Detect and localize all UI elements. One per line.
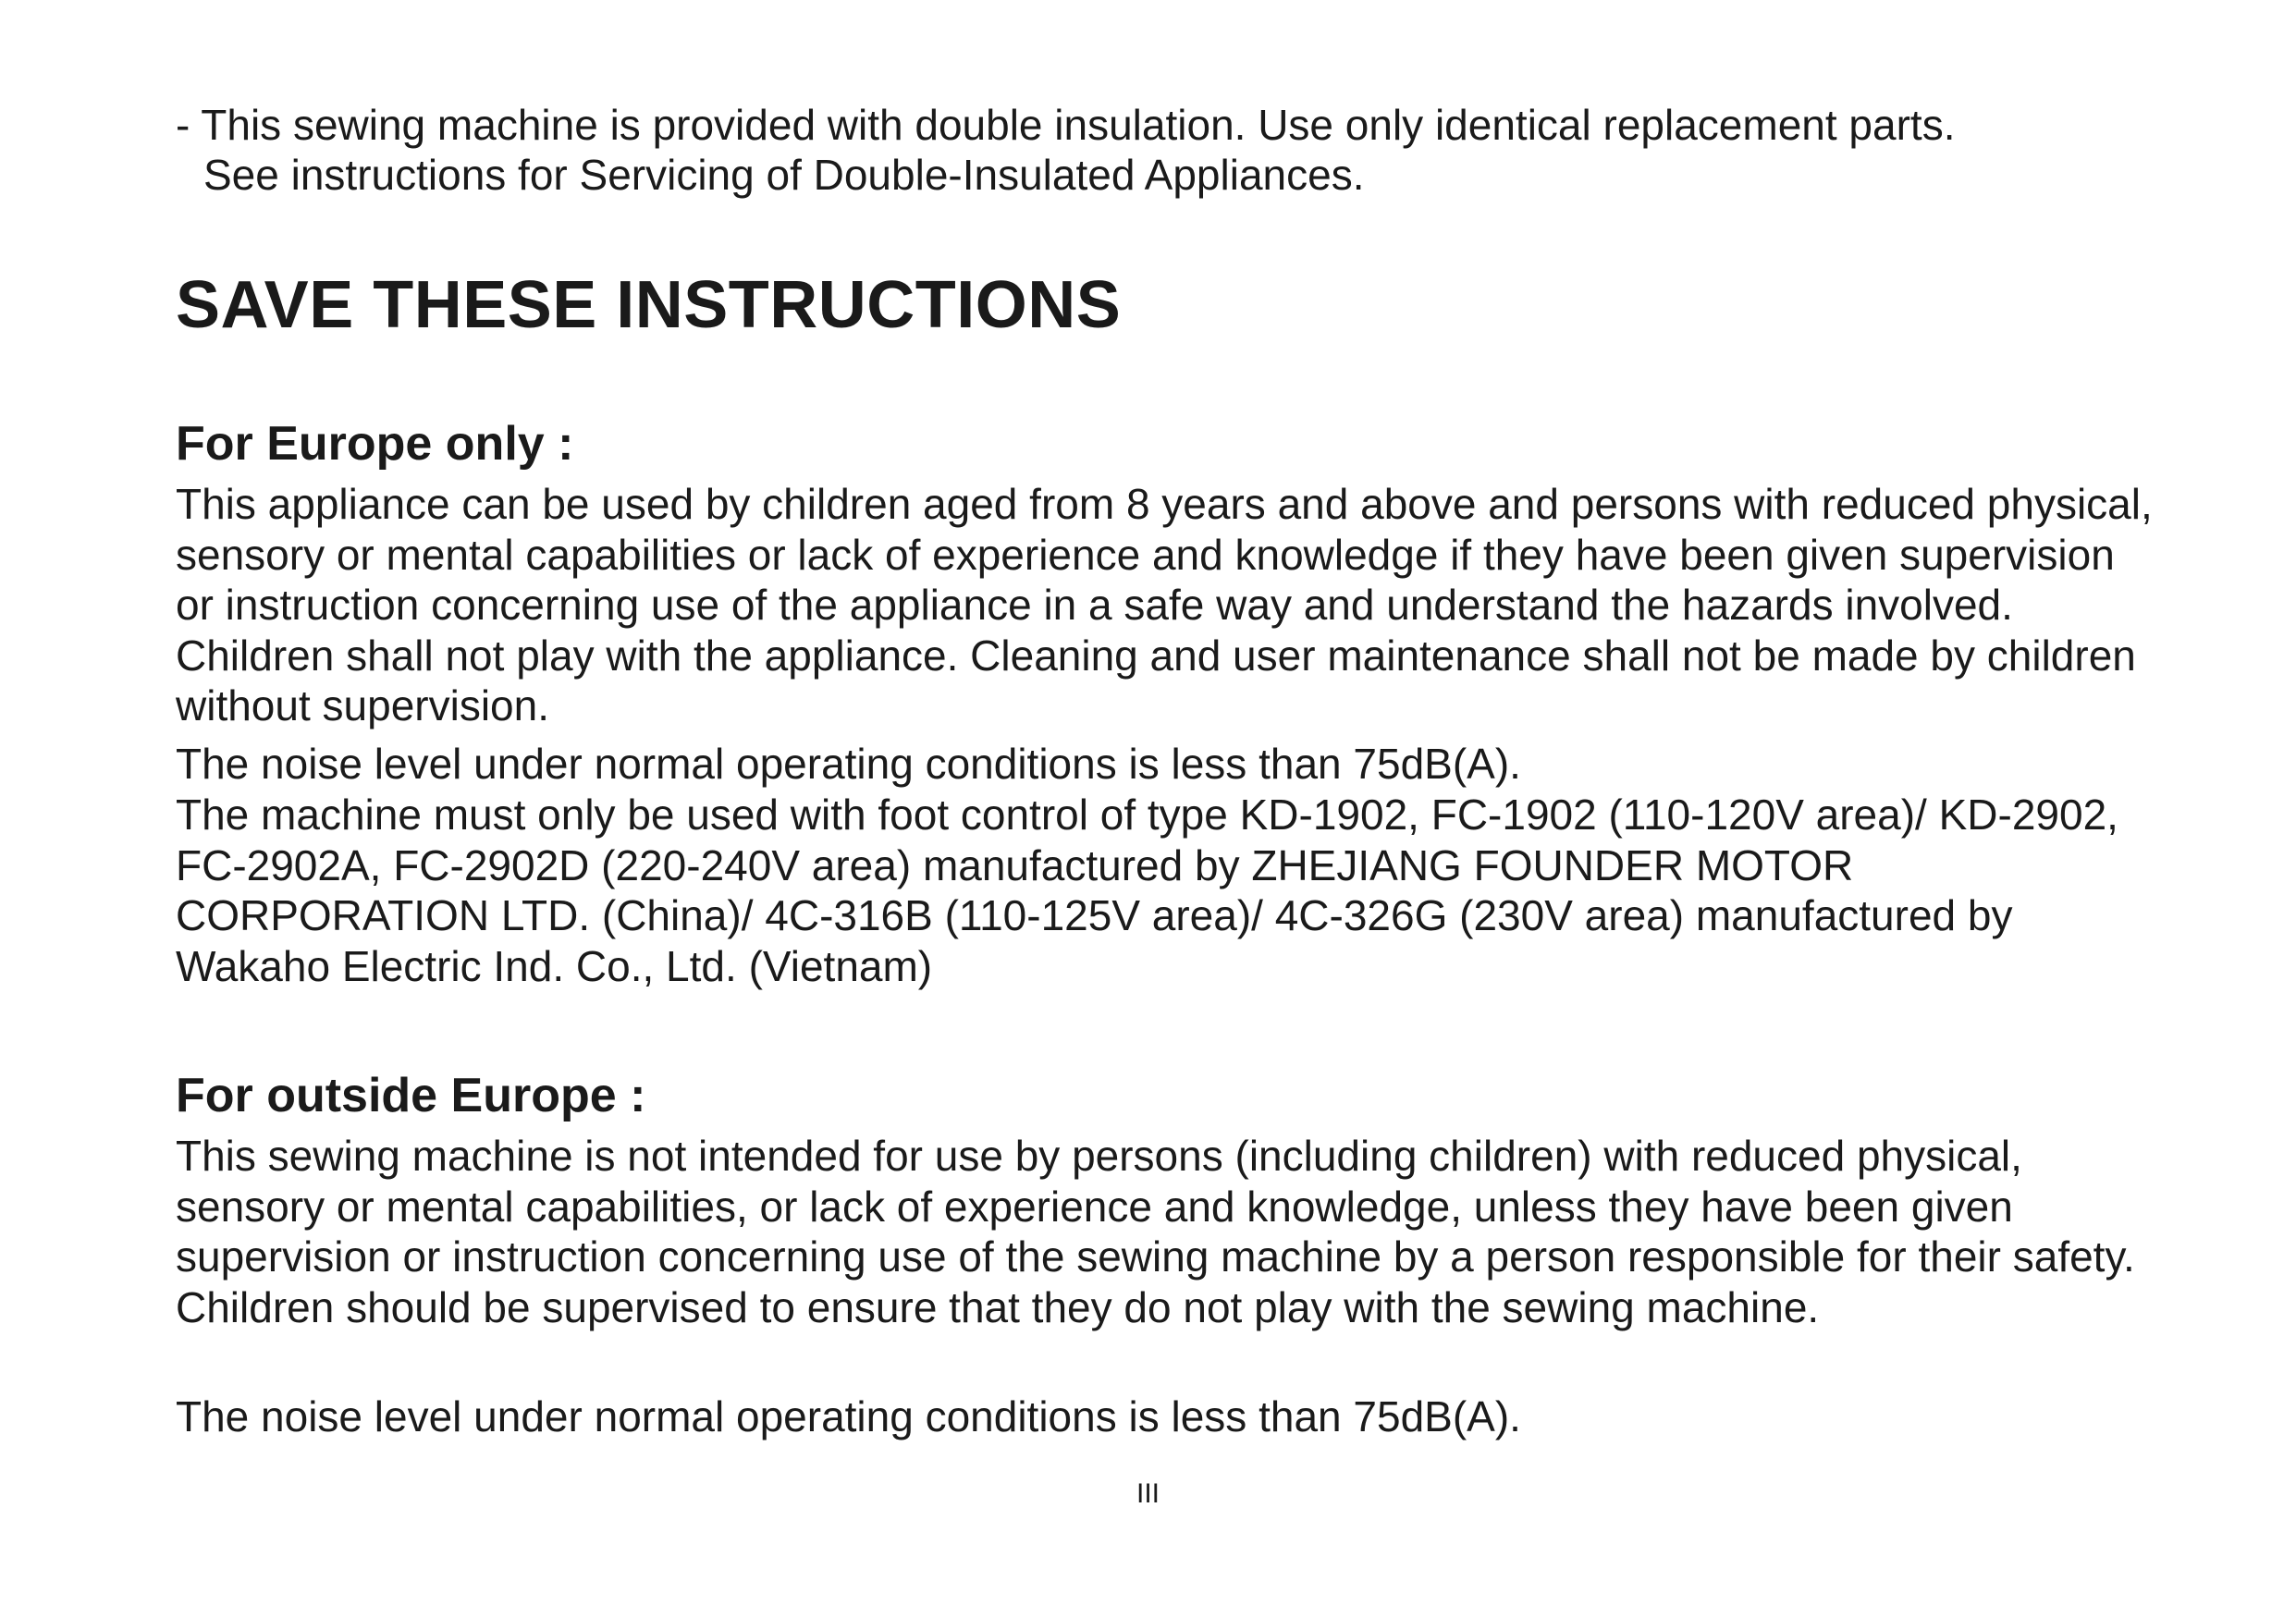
outside-europe-heading: For outside Europe : bbox=[176, 1069, 646, 1122]
europe-heading: For Europe only : bbox=[176, 417, 574, 471]
europe-children-paragraph: This appliance can be used by children aged from 8 years and above and persons with reduced physical, sensory or mental capabilities or lack of experience and knowledge if they have been given supervision or instruction concerning use of the appliance in a safe way and understand the hazards involved. Children shall not play with the appliance. Cleaning and user maintenance shall not be made by children without supervision. bbox=[176, 480, 2153, 729]
servicing-reference-line: See instructions for Servicing of Double-Insulated Appliances. bbox=[203, 151, 1365, 199]
europe-noise-paragraph: The noise level under normal operating conditions is less than 75dB(A). bbox=[176, 740, 1521, 788]
double-insulation-line: - This sewing machine is provided with double insulation. Use only identical replacement parts. bbox=[176, 101, 1956, 149]
page-number: III bbox=[1136, 1478, 1160, 1509]
page-title: SAVE THESE INSTRUCTIONS bbox=[176, 268, 1122, 342]
outside-europe-supervision-paragraph: This sewing machine is not intended for use by persons (including children) with reduced physical, sensory or mental capabilities, or lack of experience and knowledge, unless they have been given supervision or instruction concerning use of the sewing machine by a person responsible for their safety. Children should be supervised to ensure that they do not play with the sewing machine. bbox=[176, 1132, 2135, 1331]
outside-europe-noise-paragraph: The noise level under normal operating conditions is less than 75dB(A). bbox=[176, 1392, 1521, 1440]
double-insulation-notice bbox=[176, 100, 2173, 200]
europe-foot-control-paragraph: The machine must only be used with foot control of type KD-1902, FC-1902 (110-120V area)/ KD-2902, FC-2902A, FC-2902D (220-240V area) manufactured by ZHEJIANG FOUNDER MOTOR CORPORATION LTD. (China)/ 4C-316B (110-125V area)/ 4C-326G (230V area) manufactured by Wakaho Electric Ind. Co., Ltd. (Vietnam) bbox=[176, 791, 2118, 990]
